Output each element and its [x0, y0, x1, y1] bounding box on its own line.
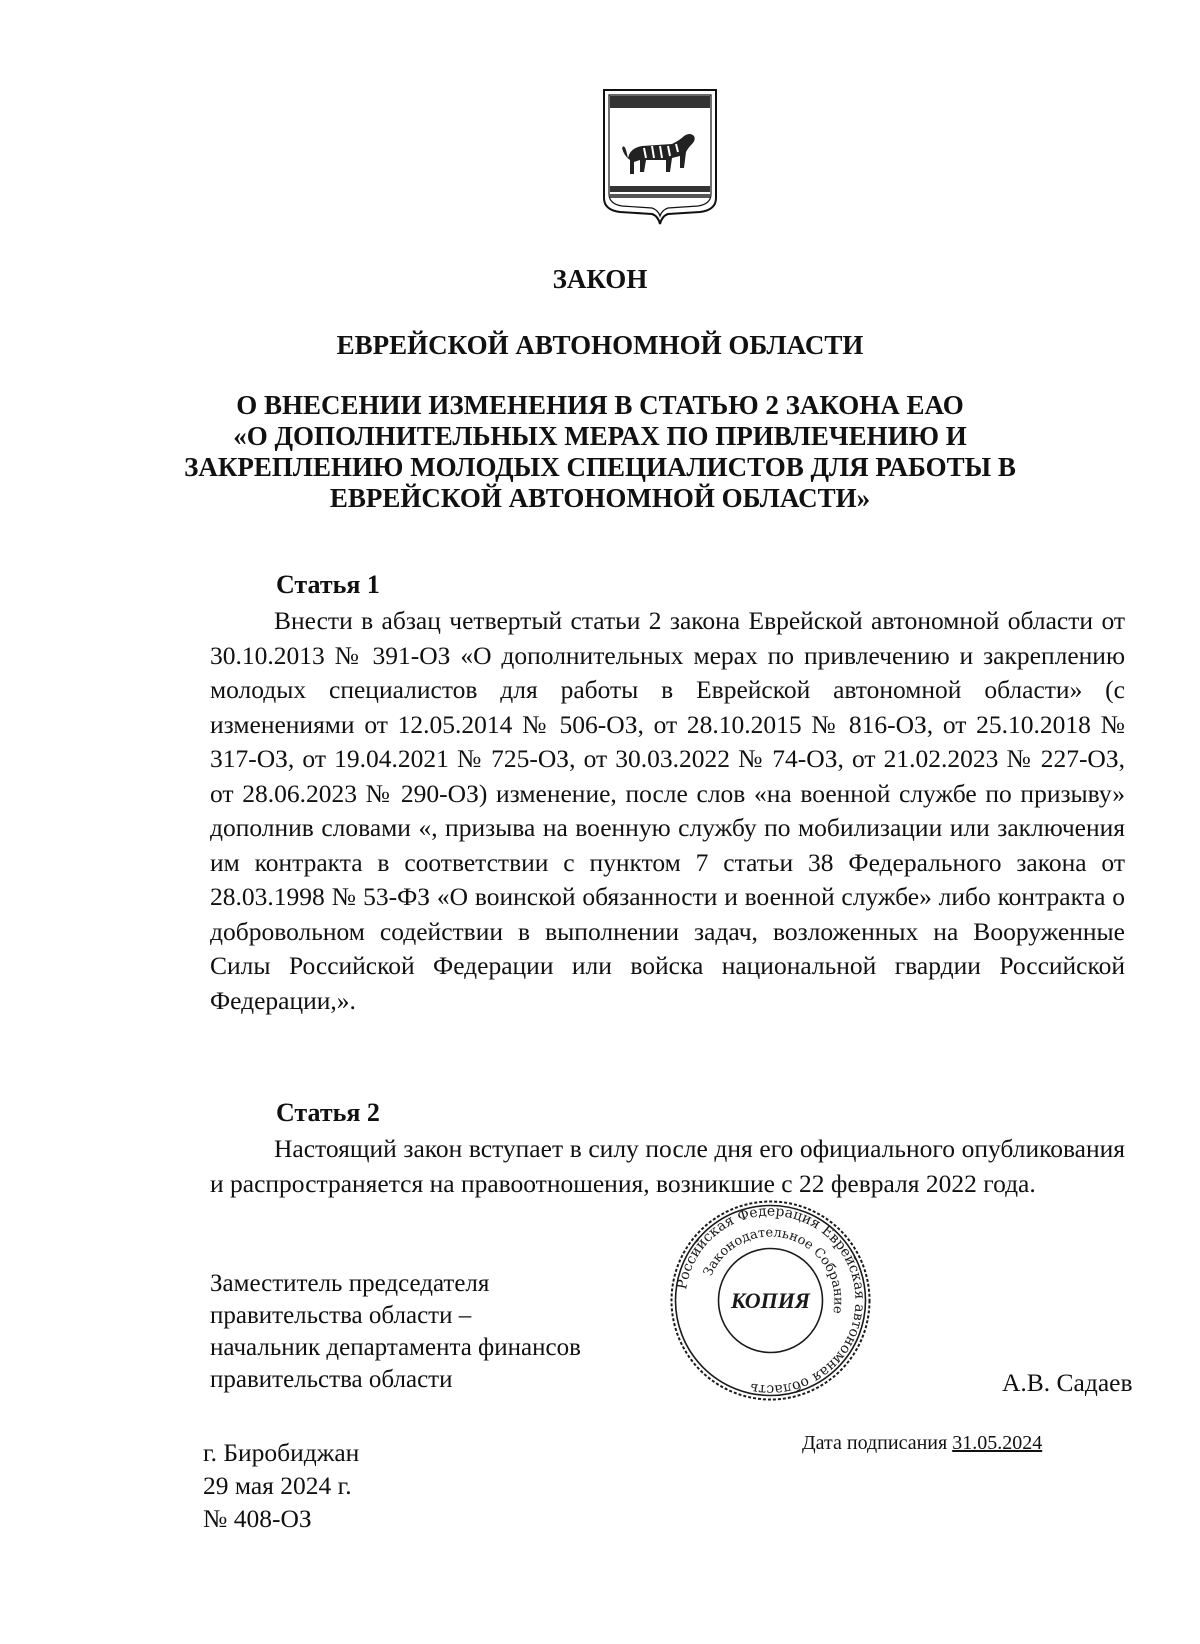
official-seal-stamp [668, 1198, 873, 1403]
stamp-outer-ring-text: Российская Федерация Еврейская автономная область [674, 1203, 868, 1398]
region-heading: ЕВРЕЙСКОЙ АВТОНОМНОЙ ОБЛАСТИ [336, 330, 864, 360]
footer-date: 29 мая 2024 г. [203, 1471, 352, 1500]
footer-number: № 408-ОЗ [203, 1504, 312, 1533]
signing-date-value: 31.05.2024 [952, 1432, 1043, 1454]
signer-position-line: правительства области – [210, 1302, 472, 1329]
signer-position-line: Заместитель председателя [210, 1270, 490, 1297]
stamp-copy-label: КОПИЯ [730, 1288, 811, 1313]
law-subject-line: ЗАКРЕПЛЕНИЮ МОЛОДЫХ СПЕЦИАЛИСТОВ ДЛЯ РАБОТЫ В [184, 452, 1016, 482]
article-2-body: Настоящий закон вступает в силу после дня его официального опубликования и распространяется на правоотношения, возникшие с 22 февраля 2022 года. [210, 1134, 1125, 1198]
footer-city: г. Биробиджан [203, 1438, 360, 1467]
law-subject-heading [0, 390, 1200, 514]
signer-position-line: правительства области [210, 1366, 453, 1393]
signing-date-label: Дата подписания [802, 1432, 948, 1454]
law-subject-line: О ВНЕСЕНИИ ИЗМЕНЕНИЯ В СТАТЬЮ 2 ЗАКОНА ЕАО [236, 390, 964, 420]
law-subject-line: ЕВРЕЙСКОЙ АВТОНОМНОЙ ОБЛАСТИ» [329, 483, 871, 513]
article-1-body: Внести в абзац четвертый статьи 2 закона Еврейской автономной области от 30.10.2013 № 391-ОЗ «О дополнительных мерах по привлечению и закреплению молодых специалистов для работы в Еврейской автономной области» (с изменениями от 12.05.2014 № 506-ОЗ, от 28.10.2015 № 816-ОЗ, от 25.10.2018 № 317-ОЗ, от 19.04.2021 № 725-ОЗ, от 30.03.2022 № 74-ОЗ, от 21.02.2023 № 227-ОЗ, от 28.06.2023 № 290-ОЗ) изменение, после слов «на военной службе по призыву» дополнив словами «, призыва на военную службу по мобилизации или заключения им контракта в соответствии с пунктом 7 статьи 38 Федерального закона от 28.03.1998 № 53-ФЗ «О воинской обязанности и военной службе» либо контракта о добровольном содействии в выполнении задач, возложенных на Вооруженные Силы Российской Федерации или войска национальной гвардии Российской Федерации,». [210, 606, 1125, 1015]
law-heading: ЗАКОН [552, 264, 648, 294]
document-footer [203, 1436, 359, 1535]
signing-date [802, 1432, 1042, 1455]
signer-position [210, 1268, 581, 1396]
stamp-inner-ring-text: Законодательное Собрание [700, 1225, 846, 1315]
coat-of-arms-emblem [600, 86, 720, 228]
law-subject-line: «О ДОПОЛНИТЕЛЬНЫХ МЕРАХ ПО ПРИВЛЕЧЕНИЮ И [233, 421, 967, 451]
article-2-title: Статья 2 [276, 1098, 380, 1127]
signer-name: А.В. Садаев [1002, 1368, 1133, 1397]
article-1-title: Статья 1 [276, 570, 380, 599]
signer-position-line: начальник департамента финансов [210, 1334, 581, 1361]
